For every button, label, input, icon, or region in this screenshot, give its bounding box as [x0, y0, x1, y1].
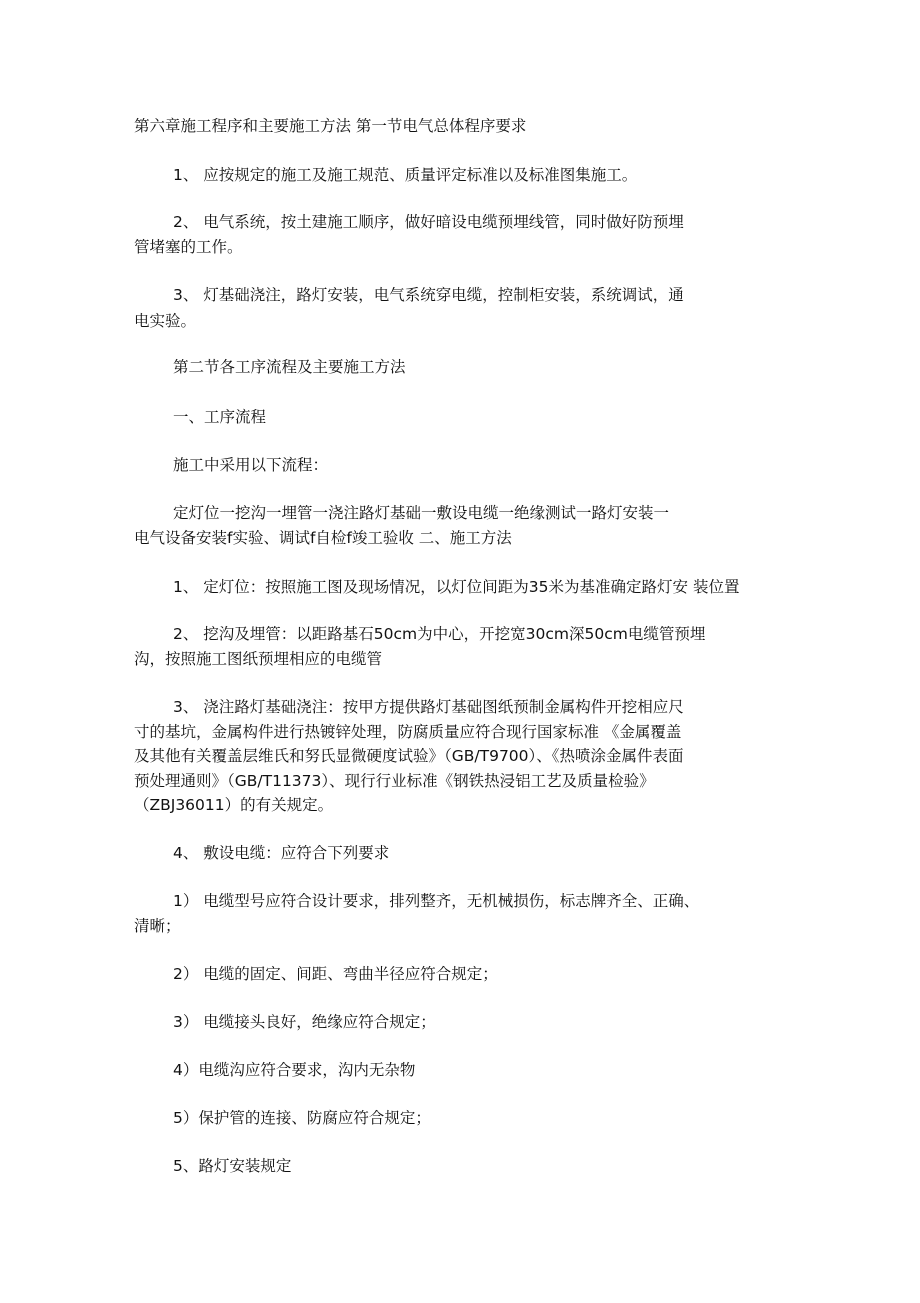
list-item: 3） 电缆接头良好，绝缘应符合规定；: [173, 1013, 436, 1031]
section-heading: 第二节各工序流程及主要施工方法: [173, 358, 406, 376]
paragraph-line: 定灯位一挖沟一埋管一浇注路灯基础一敷设电缆一绝缘测试一路灯安装一: [173, 504, 670, 522]
paragraph-line: 2、 挖沟及埋管：以距路基石50cm为中心，开挖宽30cm深50cm电缆管预埋: [173, 625, 706, 643]
paragraph-line: 3、 灯基础浇注，路灯安装，电气系统穿电缆，控制柜安装，系统调试，通: [173, 286, 684, 304]
list-item: 2） 电缆的固定、间距、弯曲半径应符合规定；: [173, 965, 498, 983]
paragraph-line: 1、 应按规定的施工及施工规范、质量评定标准以及标准图集施工。: [173, 166, 638, 184]
paragraph-line: 沟，按照施工图纸预埋相应的电缆管: [134, 650, 383, 668]
paragraph-line: 寸的基坑，金属构件进行热镀锌处理，防腐质量应符合现行国家标准 《金属覆盖: [134, 723, 682, 741]
paragraph-line: 5、路灯安装规定: [173, 1157, 292, 1175]
list-item: 1） 电缆型号应符合设计要求，排列整齐，无机械损伤，标志牌齐全、正确、: [173, 892, 700, 910]
paragraph-line: 施工中采用以下流程：: [173, 456, 329, 474]
paragraph-line: 管堵塞的工作。: [134, 238, 243, 256]
paragraph-line: 电实验。: [134, 312, 197, 330]
paragraph-line: 3、 浇注路灯基础浇注：按甲方提供路灯基础图纸预制金属构件开挖相应尺: [173, 698, 684, 716]
paragraph-line: 1、 定灯位：按照施工图及现场情况，以灯位间距为35米为基准确定路灯安 装位置: [173, 578, 740, 596]
list-item: 清晰；: [134, 917, 181, 935]
paragraph-line: 电气设备安装f实验、调试f自检f竣工验收 二、施工方法: [134, 529, 512, 547]
list-item: 4）电缆沟应符合要求，沟内无杂物: [173, 1061, 416, 1079]
chapter-title: 第六章施工程序和主要施工方法 第一节电气总体程序要求: [134, 117, 527, 135]
paragraph-line: 4、 敷设电缆：应符合下列要求: [173, 844, 390, 862]
list-item: 5）保护管的连接、防腐应符合规定；: [173, 1109, 431, 1127]
paragraph-line: 及其他有关覆盖层维氏和努氏显微硬度试验》（GB/T9700）、《热喷涂金属件表面: [134, 747, 684, 765]
paragraph-line: 2、 电气系统，按土建施工顺序，做好暗设电缆预埋线管，同时做好防预埋: [173, 213, 684, 231]
paragraph-line: 预处理通则》（GB/T11373）、现行行业标准《钢铁热浸铝工艺及质量检验》: [134, 772, 655, 790]
subsection-heading: 一、工序流程: [173, 408, 267, 426]
paragraph-line: （ZBJ36011）的有关规定。: [134, 796, 334, 814]
